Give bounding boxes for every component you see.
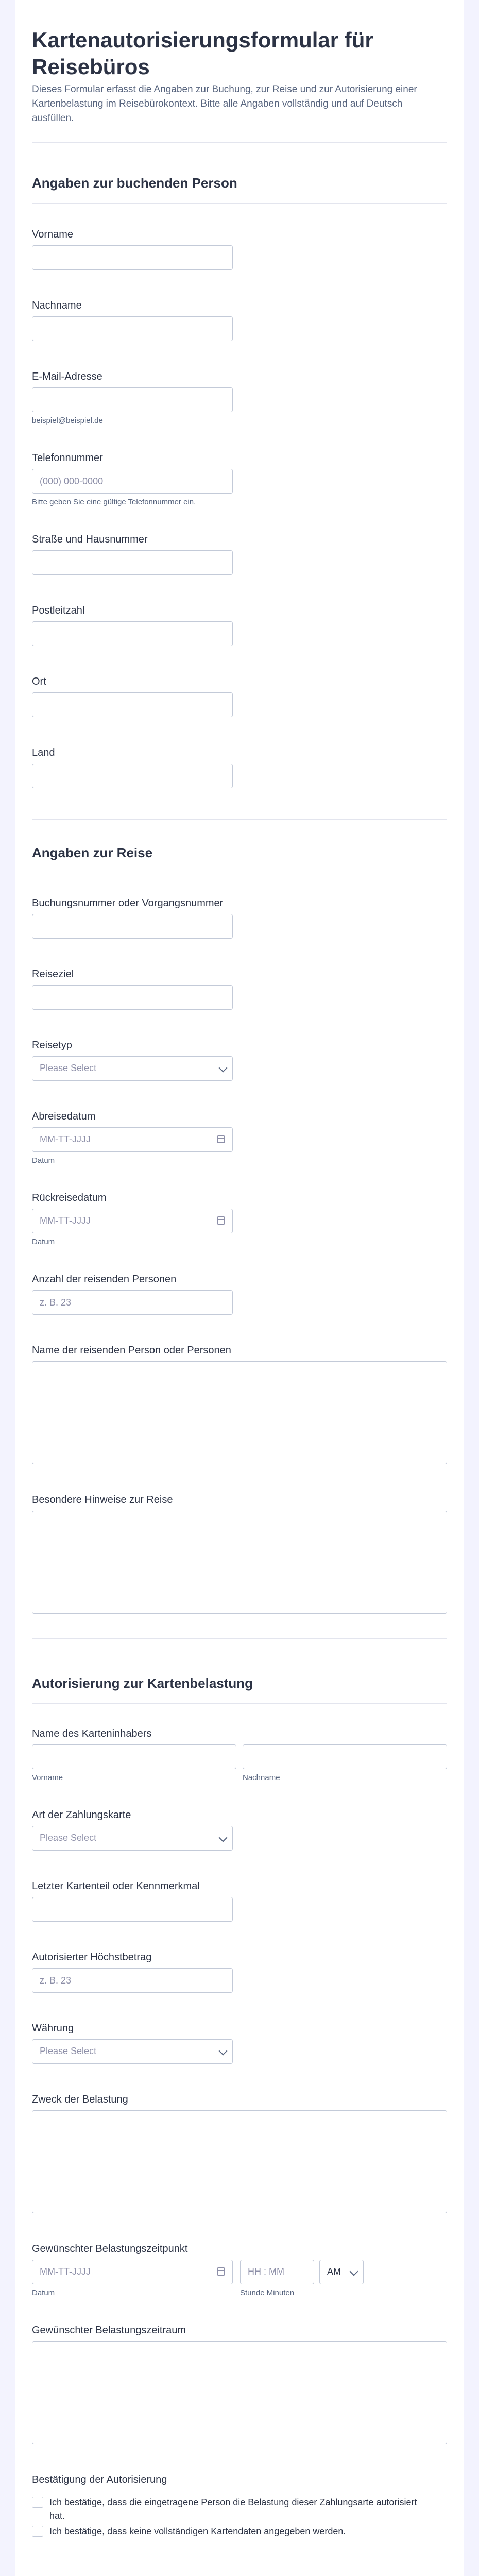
travelers-count-input[interactable] xyxy=(32,1290,233,1315)
max-amount-input[interactable] xyxy=(32,1968,233,1993)
start-date-input[interactable] xyxy=(32,1127,233,1152)
label-charge-period: Gewünschter Belastungszeitraum xyxy=(32,2325,186,2336)
label-zip: Postleitzahl xyxy=(32,605,85,616)
destination-input[interactable] xyxy=(32,985,233,1010)
trip-notes-textarea[interactable] xyxy=(32,1511,447,1614)
return-date-sublabel: Datum xyxy=(32,1238,55,1246)
label-phone: Telefonnummer xyxy=(32,452,103,464)
booking-number-input[interactable] xyxy=(32,914,233,939)
charge-time-placeholder: HH : MM xyxy=(248,2266,284,2277)
currency-select[interactable] xyxy=(32,2039,233,2064)
divider xyxy=(32,203,447,204)
calendar-icon[interactable] xyxy=(217,1135,225,1143)
start-date-placeholder: MM-TT-JJJJ xyxy=(40,1134,91,1144)
charge-date-input[interactable] xyxy=(32,2260,233,2284)
label-purpose: Zweck der Belastung xyxy=(32,2094,128,2105)
chevron-down-icon xyxy=(219,1834,228,1842)
travelers-names-textarea[interactable] xyxy=(32,1361,447,1464)
cardholder-first-sublabel: Vorname xyxy=(32,1773,63,1782)
section-title-trip: Angaben zur Reise xyxy=(32,845,153,860)
calendar-icon[interactable] xyxy=(217,1216,225,1225)
label-charge-time: Gewünschter Belastungszeitpunkt xyxy=(32,2243,188,2255)
label-country: Land xyxy=(32,747,55,758)
label-trip-type: Reisetyp xyxy=(32,1040,72,1051)
label-city: Ort xyxy=(32,676,46,687)
trip-type-selected: Please Select xyxy=(40,1063,97,1073)
section-title-booker: Angaben zur buchenden Person xyxy=(32,175,237,191)
charge-time-sublabel: Stunde Minuten xyxy=(240,2289,295,2297)
label-street: Straße und Hausnummer xyxy=(32,534,148,545)
return-date-input[interactable] xyxy=(32,1209,233,1233)
charge-time-input[interactable] xyxy=(240,2260,314,2284)
email-input[interactable] xyxy=(32,387,233,412)
confirm-authorization-label-2: Ich bestätige, dass keine vollständigen Kartendaten angegeben werden. xyxy=(49,2526,346,2536)
start-date-sublabel: Datum xyxy=(32,1156,55,1165)
chevron-down-icon xyxy=(350,2267,358,2276)
charge-date-sublabel: Datum xyxy=(32,2289,55,2297)
return-date-placeholder: MM-TT-JJJJ xyxy=(40,1215,91,1226)
cardholder-first-input[interactable] xyxy=(32,1744,236,1769)
email-hint: beispiel@beispiel.de xyxy=(32,416,103,425)
label-max-amount: Autorisierter Höchstbetrag xyxy=(32,1952,152,1963)
currency-selected: Please Select xyxy=(40,2046,97,2056)
form-card xyxy=(15,0,464,2576)
divider xyxy=(32,1638,447,1639)
form-description: Dieses Formular erfasst die Angaben zur Buchung, zur Reise und zur Autorisierung einer Kartenbelastung im Reisebürokontext. Bitte alle Angaben vollständig und auf Deutsch ausfüllen. xyxy=(32,84,417,124)
label-last-digits: Letzter Kartenteil oder Kennmerkmal xyxy=(32,1880,200,1892)
divider xyxy=(32,142,447,143)
ampm-selected: AM xyxy=(327,2266,341,2277)
confirm-authorization-label-1: Ich bestätige, dass die eingetragene Person die Belastung dieser Zahlungsarte autorisiert hat. xyxy=(49,2497,417,2521)
zip-input[interactable] xyxy=(32,621,233,646)
card-type-select[interactable] xyxy=(32,1826,233,1851)
confirm-authorization-checkbox-1[interactable] xyxy=(32,2497,43,2508)
label-nachname: Nachname xyxy=(32,300,82,311)
nachname-input[interactable] xyxy=(32,316,233,341)
phone-input[interactable] xyxy=(32,469,233,494)
label-vorname: Vorname xyxy=(32,229,74,240)
label-email: E-Mail-Adresse xyxy=(32,371,102,382)
charge-period-textarea[interactable] xyxy=(32,2341,447,2444)
charge-date-placeholder: MM-TT-JJJJ xyxy=(40,2266,91,2277)
label-travelers-count: Anzahl der reisenden Personen xyxy=(32,1274,177,1285)
cardholder-last-input[interactable] xyxy=(243,1744,447,1769)
chevron-down-icon xyxy=(219,1064,228,1073)
city-input[interactable] xyxy=(32,692,233,717)
label-destination: Reiseziel xyxy=(32,969,74,980)
phone-hint: Bitte geben Sie eine gültige Telefonnummer ein. xyxy=(32,498,196,506)
label-trip-notes: Besondere Hinweise zur Reise xyxy=(32,1494,173,1505)
street-input[interactable] xyxy=(32,550,233,575)
chevron-down-icon xyxy=(219,2047,228,2056)
label-currency: Währung xyxy=(32,2023,74,2034)
divider xyxy=(32,1703,447,1704)
section-title-authorization: Autorisierung zur Kartenbelastung xyxy=(32,1675,253,1691)
vorname-input[interactable] xyxy=(32,245,233,270)
form-title: Kartenautorisierungsformular für Reisebüros xyxy=(32,28,373,79)
ampm-select[interactable] xyxy=(319,2260,364,2284)
card-type-selected: Please Select xyxy=(40,1833,97,1843)
divider xyxy=(32,819,447,820)
label-return-date: Rückreisedatum xyxy=(32,1192,107,1204)
purpose-textarea[interactable] xyxy=(32,2110,447,2213)
confirm-authorization-checkbox-2[interactable] xyxy=(32,2526,43,2537)
label-travelers-names: Name der reisenden Person oder Personen xyxy=(32,1345,231,1356)
country-input[interactable] xyxy=(32,764,233,788)
label-card-type: Art der Zahlungskarte xyxy=(32,1809,131,1821)
label-confirm-authorization: Bestätigung der Autorisierung xyxy=(32,2474,167,2485)
calendar-icon[interactable] xyxy=(217,2267,225,2276)
last-digits-input[interactable] xyxy=(32,1897,233,1922)
label-start-date: Abreisedatum xyxy=(32,1111,96,1122)
label-cardholder: Name des Karteninhabers xyxy=(32,1728,152,1739)
label-booking-number: Buchungsnummer oder Vorgangsnummer xyxy=(32,897,224,909)
cardholder-last-sublabel: Nachname xyxy=(243,1773,280,1782)
trip-type-select[interactable] xyxy=(32,1056,233,1081)
